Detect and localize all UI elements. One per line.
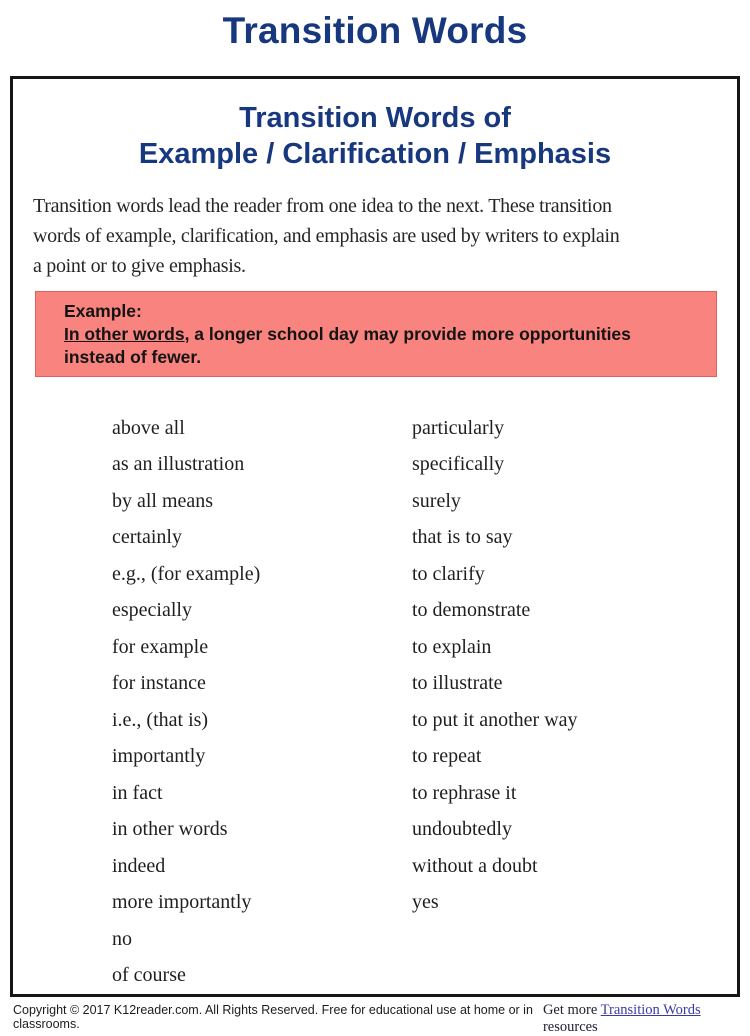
word-item: to clarify — [412, 562, 485, 585]
word-item: particularly — [412, 416, 505, 439]
word-item: undoubtedly — [412, 818, 512, 841]
example-label: Example: — [64, 301, 142, 321]
word-item: specifically — [412, 453, 505, 476]
word-item: i.e., (that is) — [112, 708, 209, 731]
worksheet-card — [10, 76, 740, 997]
word-list-right-column — [412, 410, 578, 994]
word-item: to repeat — [412, 745, 482, 768]
word-item: to rephrase it — [412, 781, 517, 804]
word-item: in fact — [112, 781, 163, 804]
word-item: surely — [412, 489, 461, 512]
more-resources-text — [543, 1002, 737, 1036]
word-item: of course — [112, 964, 186, 987]
more-resources-prefix: Get more — [542, 1002, 601, 1018]
word-item: importantly — [112, 745, 206, 768]
example-box — [35, 291, 717, 377]
word-item: yes — [412, 891, 439, 914]
word-list — [112, 410, 578, 994]
word-item: to explain — [412, 635, 492, 658]
word-item: to demonstrate — [412, 599, 531, 622]
word-item: in other words — [112, 818, 228, 841]
example-sentence-rest: , a longer school day may provide more opportunities — [184, 324, 631, 344]
example-sentence-line1 — [64, 323, 716, 346]
card-heading — [13, 100, 737, 172]
word-item: without a doubt — [412, 854, 538, 877]
example-underlined-phrase: In other words — [64, 324, 185, 344]
intro-line: a point or to give emphasis. — [33, 255, 246, 277]
word-item: e.g., (for example) — [112, 562, 261, 585]
transition-words-link[interactable]: Transition Words — [600, 1002, 701, 1018]
word-item: no — [112, 927, 132, 950]
word-item: for example — [112, 635, 209, 658]
intro-line: words of example, clarification, and emphasis are used by writers to explain — [33, 225, 620, 247]
word-item: especially — [112, 599, 192, 622]
word-item: more importantly — [112, 891, 252, 914]
footer — [13, 1002, 737, 1036]
word-item: certainly — [112, 526, 182, 549]
card-heading-line2: Example / Clarification / Emphasis — [138, 138, 612, 170]
word-item: to illustrate — [412, 672, 503, 695]
word-item: to put it another way — [412, 708, 578, 731]
word-item: above all — [112, 416, 185, 439]
intro-paragraph — [33, 191, 619, 281]
word-list-left-column — [112, 410, 412, 994]
copyright-text: Copyright © 2017 K12reader.com. All Rights Reserved. Free for educational use at home or in classrooms. — [13, 1003, 533, 1031]
word-item: that is to say — [412, 526, 513, 549]
word-item: for instance — [112, 672, 206, 695]
word-item: as an illustration — [112, 453, 245, 476]
word-item: indeed — [112, 854, 166, 877]
word-item: by all means — [112, 489, 214, 512]
card-heading-line1: Transition Words of — [239, 102, 511, 134]
page-title: Transition Words — [222, 10, 528, 51]
more-resources-suffix: resources — [542, 1019, 598, 1035]
intro-line: Transition words lead the reader from one idea to the next. These transition — [33, 195, 612, 217]
example-sentence-line2: instead of fewer. — [64, 347, 202, 367]
